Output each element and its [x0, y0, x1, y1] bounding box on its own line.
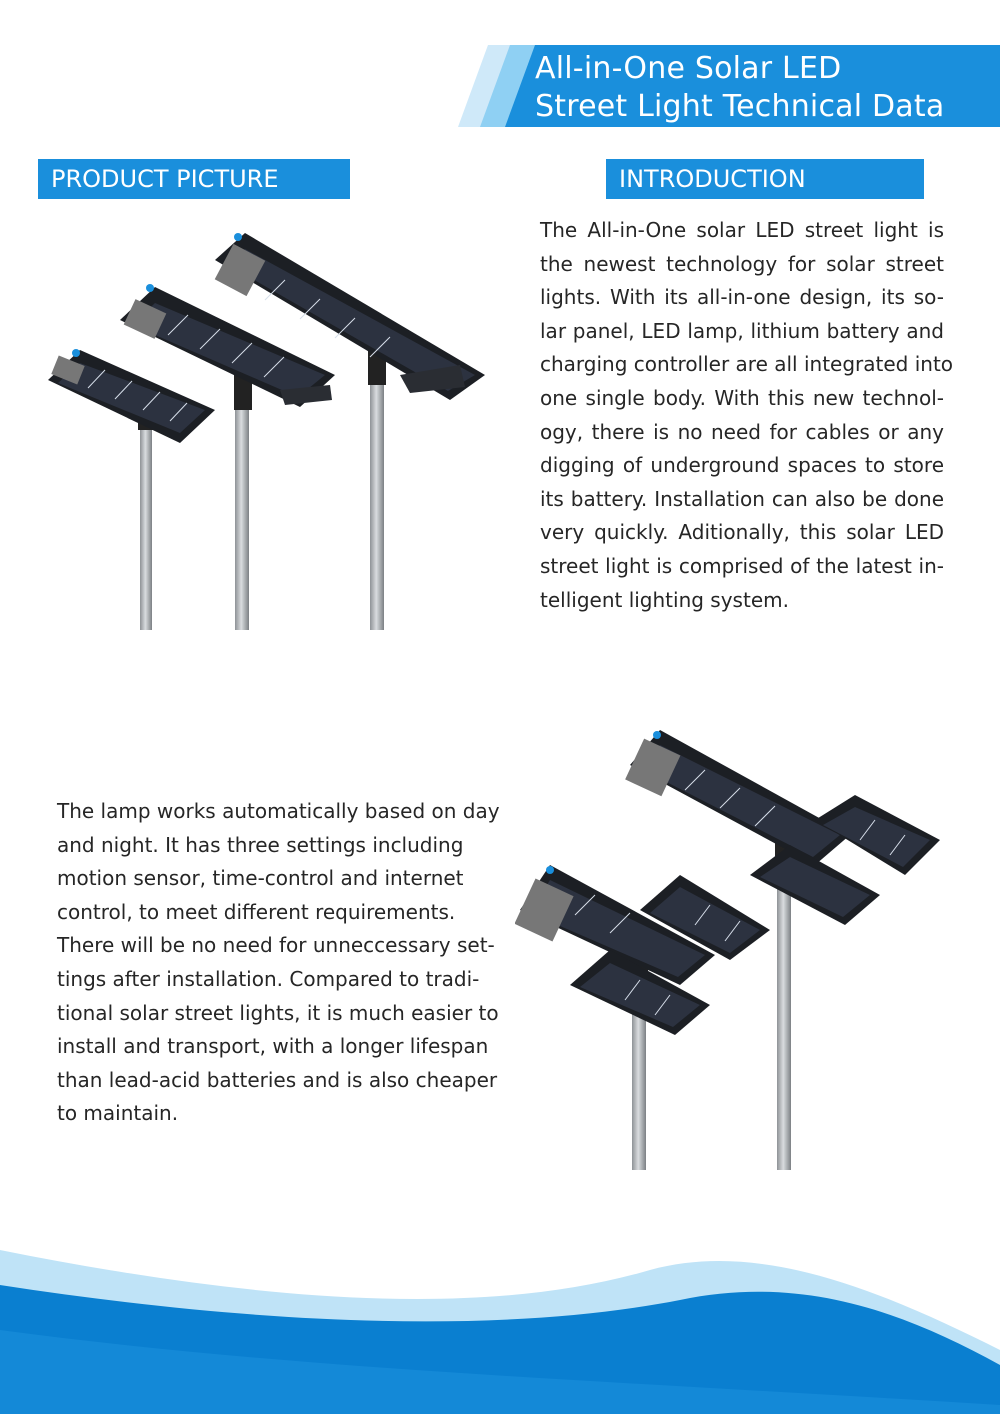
lamp-description-text: [57, 795, 500, 1131]
intro-line: The All-in-One solar LED street light is: [540, 218, 944, 242]
introduction-header: INTRODUCTION: [606, 159, 924, 199]
lamp-line: The lamp works automatically based on day: [57, 799, 500, 823]
product-picture-header: PRODUCT PICTURE: [38, 159, 350, 199]
intro-line: street light is comprised of the latest in-: [540, 553, 944, 578]
lamp-line: to maintain.: [57, 1101, 179, 1126]
intro-line: charging controller are all integrated into: [540, 352, 954, 377]
lamp-line: tings after installation. Compared to tradi-: [57, 966, 480, 991]
intro-line: lights. With its all-in-one design, its so-: [540, 285, 944, 310]
lamp-line: motion sensor, time-control and internet: [57, 866, 464, 891]
lamp-line: tional solar street lights, it is much easier to: [57, 1000, 499, 1025]
intro-line: digging of underground spaces to store: [540, 453, 944, 478]
page-title-line-1: All-in-One Solar LED: [535, 51, 842, 86]
page-title: [535, 50, 995, 126]
lamp-line: install and transport, with a longer lifespan: [57, 1034, 489, 1059]
product-image-street-lights: [40, 225, 500, 635]
page-title-line-2: Street Light Technical Data: [535, 89, 945, 124]
intro-line: very quickly. Aditionally, this solar LED: [540, 520, 944, 545]
lamp-line: control, to meet different requirements.: [57, 899, 456, 924]
intro-line: its battery. Installation can also be done: [540, 486, 944, 511]
intro-line: telligent lighting system.: [540, 587, 789, 612]
product-image-double-panel-lights: [515, 725, 955, 1175]
lamp-line: than lead-acid batteries and is also cheaper: [57, 1067, 498, 1092]
intro-line: lar panel, LED lamp, lithium battery and: [540, 318, 944, 343]
intro-line: one single body. With this new technol-: [540, 385, 944, 410]
lamp-line: and night. It has three settings including: [57, 832, 464, 857]
introduction-text: [540, 214, 954, 617]
lamp-line: There will be no need for unneccessary set-: [57, 933, 495, 958]
bottom-wave-decoration: [0, 1230, 1000, 1414]
intro-line: ogy, there is no need for cables or any: [540, 419, 944, 444]
intro-line: the newest technology for solar street: [540, 251, 944, 276]
